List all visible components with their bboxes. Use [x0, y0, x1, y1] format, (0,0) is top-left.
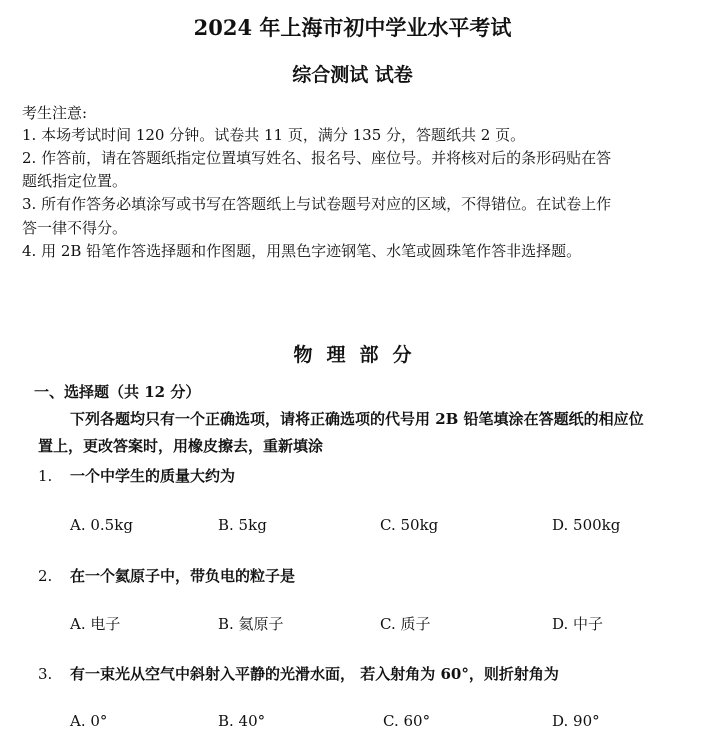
notice-item-4: 4. 用 2B 铅笔作答选择题和作图题，用黑色字迹钢笔、水笔或圆珠笔作答非选择题。 [22, 242, 582, 260]
part-heading: 一、选择题（共 12 分） [34, 383, 201, 401]
option-a: A. 0° [70, 712, 108, 730]
question-stem: 在一个氦原子中，带负电的粒子是 [70, 567, 296, 585]
section-title: 物理部分 [293, 344, 426, 366]
question-number: 1. [38, 467, 53, 485]
instruction-line-1: 下列各题均只有一个正确选项，请将正确选项的代号用 2B 铅笔填涂在答题纸的相应位 [70, 410, 644, 428]
option-d: D. 90° [552, 712, 600, 730]
option-c: C. 50kg [380, 516, 439, 534]
notice-item-2-line-1: 2. 作答前，请在答题纸指定位置填写姓名、报名号、座位号。并将核对后的条形码贴在答 [22, 149, 612, 167]
option-b: B. 氦原子 [218, 615, 284, 633]
option-c: C. 质子 [380, 615, 431, 633]
question-stem: 有一束光从空气中斜射入平静的光滑水面， 若入射角为 60°，则折射角为 [70, 665, 559, 683]
notice-item-3-line-1: 3. 所有作答务必填涂写或书写在答题纸上与试卷题号对应的区域，不得错位。在试卷上作 [22, 195, 612, 213]
notice-item-2-line-2: 题纸指定位置。 [22, 172, 128, 190]
option-b: B. 40° [218, 712, 266, 730]
option-c: C. 60° [383, 712, 431, 730]
notice-item-3-line-2: 答一律不得分。 [22, 219, 128, 237]
notice-heading: 考生注意: [22, 104, 88, 122]
notice-item-1: 1. 本场考试时间 120 分钟。试卷共 11 页，满分 135 分，答题纸共 2 页。 [22, 126, 526, 144]
instruction-line-2: 置上，更改答案时，用橡皮擦去，重新填涂 [38, 437, 324, 455]
exam-title: 2024 年上海市初中学业水平考试 [193, 15, 512, 40]
question-number: 2. [38, 567, 53, 585]
option-a: A. 电子 [70, 615, 121, 633]
option-b: B. 5kg [218, 516, 267, 534]
option-a: A. 0.5kg [70, 516, 133, 534]
question-stem: 一个中学生的质量大约为 [70, 467, 236, 485]
paper-subtitle: 综合测试 试卷 [292, 64, 413, 86]
question-number: 3. [38, 665, 53, 683]
option-d: D. 500kg [552, 516, 621, 534]
option-d: D. 中子 [552, 615, 604, 633]
